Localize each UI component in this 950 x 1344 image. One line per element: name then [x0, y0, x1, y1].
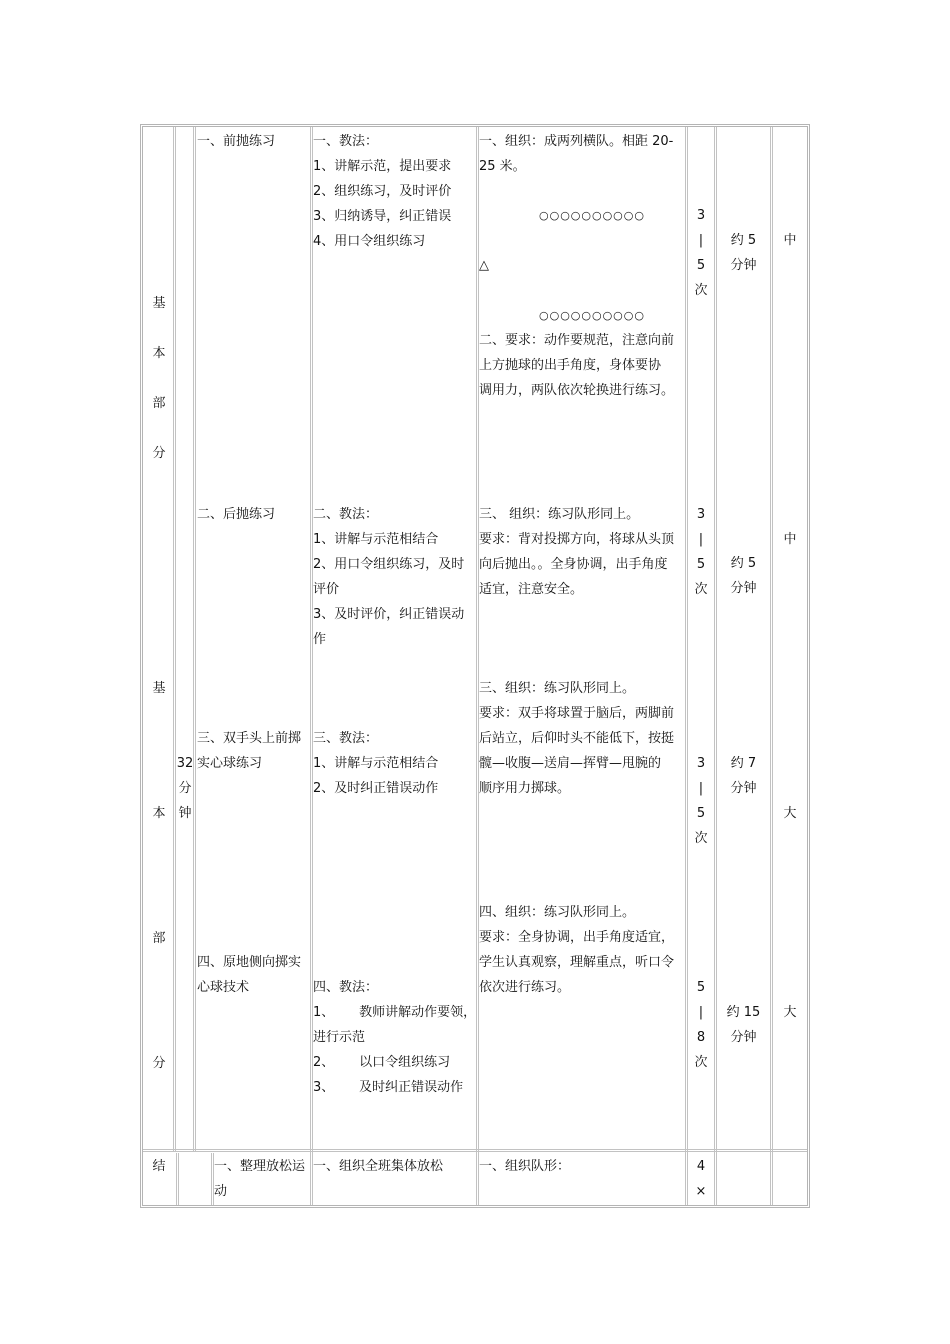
section-label-end: 结 [152, 1159, 166, 1174]
organization-item-1: 一、组织：成两列横队。相距 20- 25 米。 [479, 134, 674, 174]
column-divider [193, 127, 196, 1151]
formation-bottom-row: ○○○○○○○○○○ [539, 309, 645, 322]
time-item-1: 约 5 分钟 [730, 233, 757, 273]
column-divider [176, 1153, 179, 1205]
method-item-1: 一、教法： 1、讲解示范，提出要求 2、组织练习，及时评价 3、归纳诱导，纠正错误 4、用口令组织练习 [313, 134, 452, 249]
intensity-item-3: 大 [783, 806, 797, 821]
section-label-lower: 基 本 部 分 [152, 681, 166, 1071]
formation-top-row: ○○○○○○○○○○ [539, 209, 645, 222]
section-label-upper: 基 本 部 分 [152, 296, 166, 461]
intensity-item-2: 中 [783, 532, 797, 547]
time-item-3: 约 7 分钟 [730, 756, 757, 796]
column-divider [770, 127, 773, 1205]
time-item-2: 约 5 分钟 [730, 556, 757, 596]
intensity-item-4: 大 [783, 1005, 797, 1020]
content-item-1: 一、前抛练习 [197, 134, 276, 149]
section-total-time: 32 分 钟 [176, 756, 194, 821]
content-item-4: 四、原地侧向掷实 心球技术 [197, 955, 302, 995]
count-item-4: 5 | 8 次 [694, 980, 708, 1070]
content-end: 一、整理放松运 动 [214, 1159, 306, 1199]
column-divider [173, 127, 176, 1151]
intensity-item-1: 中 [783, 233, 797, 248]
count-item-2: 3 | 5 次 [694, 507, 708, 597]
count-end: 4 × [695, 1159, 707, 1199]
requirement-item-1: 二、要求：动作要规范，注意向前 上方抛球的出手角度，身体要协 调用力，两队依次轮换进行练习。 [479, 333, 675, 398]
organization-item-2: 三、 组织：练习队形同上。 要求：背对投掷方向，将球从头顶 向后抛出。。全身协调，出手角度 适宜，注意安全。 [479, 507, 675, 597]
organization-item-3: 三、组织：练习队形同上。 要求：双手将球置于脑后，两脚前 后站立，后仰时头不能低下，按挺 髋—收腹—送肩—挥臂—甩腕的 顺序用力掷球。 [479, 681, 675, 796]
content-item-3: 三、双手头上前掷 实心球练习 [197, 731, 302, 771]
method-end: 一、组织全班集体放松 [313, 1159, 444, 1174]
count-item-3: 3 | 5 次 [694, 756, 708, 846]
organization-end: 一、组织队形： [479, 1159, 571, 1174]
teacher-marker: △ [479, 258, 489, 273]
organization-item-4: 四、组织：练习队形同上。 要求：全身协调，出手角度适宜， 学生认真观察，理解重点，听口令 依次进行练习。 [479, 905, 675, 995]
column-divider [476, 127, 479, 1205]
method-item-4: 四、教法： 1、 教师讲解动作要领， 进行示范 2、 以口令组织练习 3、 及时纠正错误动作 [313, 980, 477, 1095]
time-item-4: 约 15 分钟 [726, 1005, 761, 1045]
section-divider [143, 1149, 807, 1152]
content-item-2: 二、后抛练习 [197, 507, 276, 522]
method-item-3: 三、教法： 1、讲解与示范相结合 2、及时纠正错误动作 [313, 731, 439, 796]
count-item-1: 3 | 5 次 [694, 208, 708, 298]
method-item-2: 二、教法： 1、讲解与示范相结合 2、用口令组织练习，及时 评价 3、及时评价，纠正错误动 作 [313, 507, 465, 647]
